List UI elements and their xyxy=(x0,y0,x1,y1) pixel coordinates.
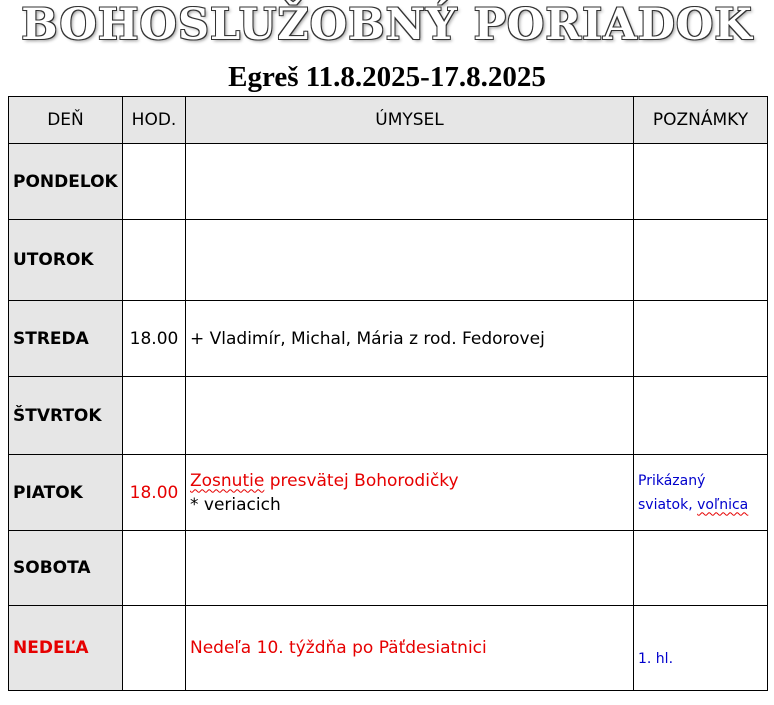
notes-cell xyxy=(634,531,768,606)
intent-cell xyxy=(186,531,634,606)
notes-cell xyxy=(634,455,768,531)
column-header-day: DEŇ xyxy=(9,97,123,144)
intent-line-2: * veriacich xyxy=(190,494,281,515)
notes-cell xyxy=(634,377,768,455)
notes-cell xyxy=(634,606,768,691)
day-cell: PONDELOK xyxy=(9,144,123,220)
table-header-row xyxy=(9,97,768,144)
notes-line-2a: sviatok, xyxy=(638,496,698,513)
hour-cell xyxy=(123,377,186,455)
table-row xyxy=(9,377,768,455)
day-cell: PIATOK xyxy=(9,455,123,531)
notes-line-2b: voľnica xyxy=(697,496,749,513)
page-subtitle: Egreš 11.8.2025-17.8.2025 xyxy=(228,61,546,93)
notes-cell xyxy=(634,301,768,377)
page-title: BOHOSLUŽOBNÝ PORIADOK xyxy=(21,0,753,50)
hour-cell xyxy=(123,220,186,301)
column-header-notes: POZNÁMKY xyxy=(634,97,768,144)
hour-cell: 18.00 xyxy=(123,455,186,531)
intent-cell: Nedeľa 10. týždňa po Päťdesiatnici xyxy=(186,606,634,691)
intent-cell xyxy=(186,144,634,220)
table-row xyxy=(9,301,768,377)
notes-cell xyxy=(634,220,768,301)
intent-feast-rest: presvätej Bohorodičky xyxy=(264,470,459,491)
intent-feast-word: Zosnutie xyxy=(190,470,265,491)
hour-cell xyxy=(123,531,186,606)
table-row xyxy=(9,606,768,691)
notes-text: 1. hl. xyxy=(638,650,674,667)
day-cell: SOBOTA xyxy=(9,531,123,606)
table-row xyxy=(9,144,768,220)
day-cell: NEDEĽA xyxy=(9,606,123,691)
day-cell: ŠTVRTOK xyxy=(9,377,123,455)
column-header-hour: HOD. xyxy=(123,97,186,144)
schedule-table xyxy=(8,96,768,691)
notes-line-1: Prikázaný xyxy=(638,472,706,489)
notes-line-2 xyxy=(638,493,763,517)
day-cell: UTOROK xyxy=(9,220,123,301)
hour-cell xyxy=(123,606,186,691)
table-row xyxy=(9,531,768,606)
intent-line-1 xyxy=(190,469,629,493)
table-row xyxy=(9,455,768,531)
hour-cell xyxy=(123,144,186,220)
intent-cell xyxy=(186,220,634,301)
day-cell: STREDA xyxy=(9,301,123,377)
intent-cell xyxy=(186,455,634,531)
intent-cell: + Vladimír, Michal, Mária z rod. Fedorovej xyxy=(186,301,634,377)
intent-cell xyxy=(186,377,634,455)
table-row xyxy=(9,220,768,301)
hour-cell: 18.00 xyxy=(123,301,186,377)
column-header-intent: ÚMYSEL xyxy=(186,97,634,144)
notes-cell xyxy=(634,144,768,220)
